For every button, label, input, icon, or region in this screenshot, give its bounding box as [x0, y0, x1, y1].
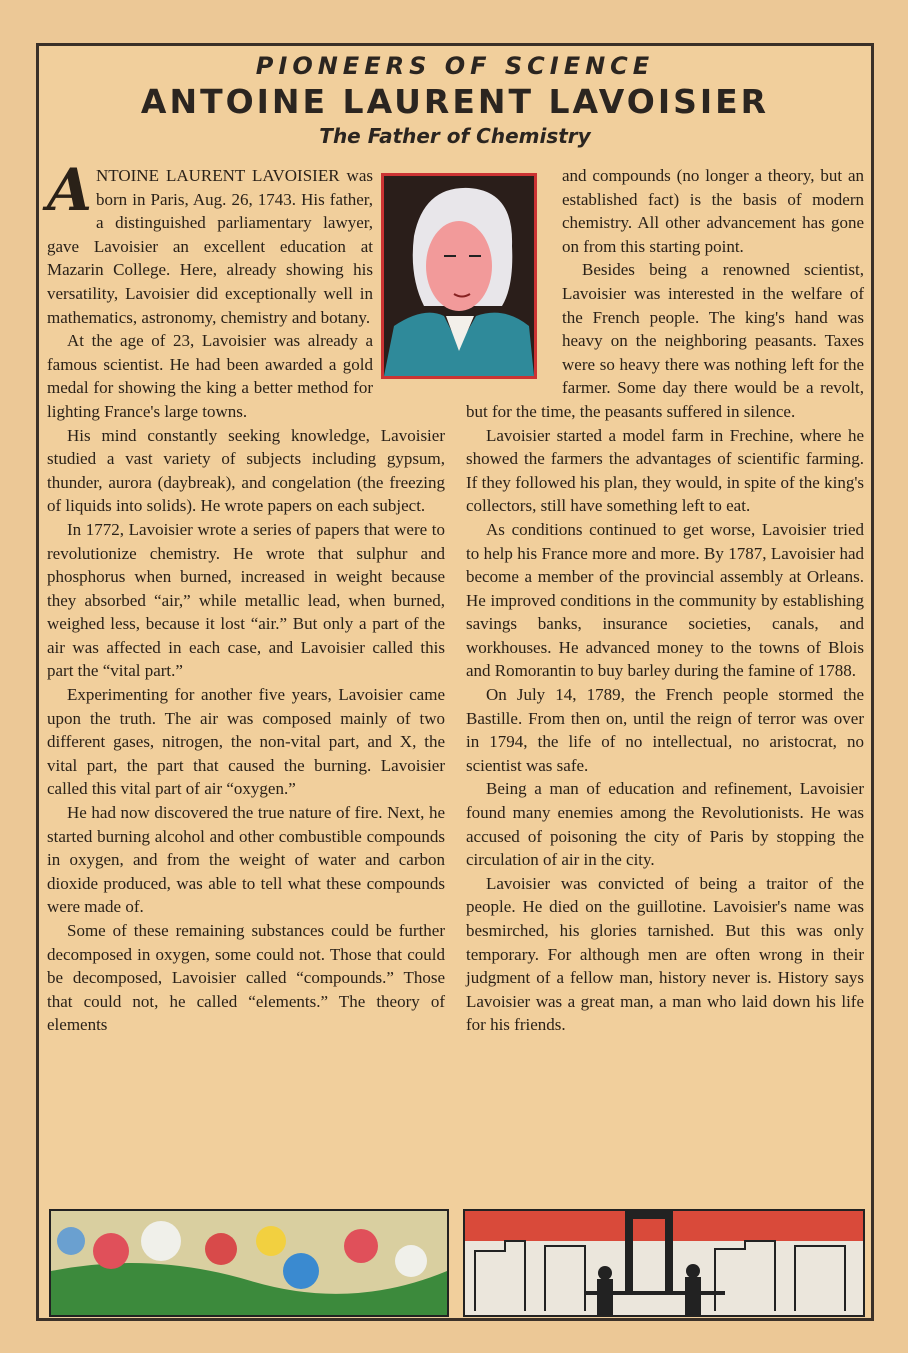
paragraph: Experimenting for another five years, Lavoisier came upon the truth. The air was composed mainly of two different gases, nitrogen, the non-vital part, and X, the vital part, the part that caused the burning. Lavoisier called this vital part of air “oxygen.” [47, 685, 445, 799]
paragraph: and compounds (no longer a theory, but an established fact) is the basis of modern chemistry. All other advancement has gone on from this starting point. [562, 166, 864, 256]
article-subtitle: The Father of Chemistry [319, 124, 591, 148]
paragraph: He had now discovered the true nature of fire. Next, he started burning alcohol and other combustible compounds in oxygen, and from the weight of water and carbon dioxide produced, was able to tell what these compounds were made of. [47, 803, 445, 917]
paragraph: At the age of 23, Lavoisier was already a famous scientist. He had been awarded a gold medal for showing the king a better method for lighting France's large towns. [47, 331, 373, 421]
paragraph: As conditions continued to get worse, Lavoisier tried to help his France more and more. By 1787, Lavoisier had become a member of the provincial assembly at Orleans. He improved conditions in the community by establishing savings banks, insurance societies, canals, and workhouses. He advanced money to the towns of Blois and Romorantin to buy barley during the famine of 1788. [466, 519, 864, 681]
lavoisier-portrait [381, 173, 537, 379]
paragraph: Some of these remaining substances could be further decomposed in oxygen, some could not. Those that could be decomposed, Lavoisier called “compounds.” Those that could not, he called “elements.” The theory of elements [47, 921, 445, 1035]
paragraph: Being a man of education and refinement, Lavoisier found many enemies among the Revolutionists. He was accused of poisoning the city of Paris by stopping the circulation of air in the city. [466, 779, 864, 870]
paragraph: On July 14, 1789, the French people stormed the Bastille. From then on, until the reign of terror was over in 1794, the life of no intellectual, no aristocrat, no scientist was safe. [466, 685, 864, 775]
series-title: PIONEERS OF SCIENCE [255, 52, 655, 80]
article-frame [36, 43, 874, 1321]
bastille-guillotine-illustration [463, 1209, 865, 1317]
paragraph: ANTOINE LAURENT LAVOISIER was born in Paris, Aug. 26, 1743. His father, a distinguished parliamentary lawyer, gave Lavoisier an excellent education at Mazarin College. Here, already showing his versatility, Lavoisier did exceptionally well in mathematics, astronomy, chemistry and botany. [47, 156, 373, 327]
paragraph: Lavoisier was convicted of being a traitor of the people. He died on the guillotine. Lavoisier's name was besmirched, his glories tarnished. But this was only temporary. For although men are often wrong in their judgment of a fellow man, history never is. History says Lavoisier was a great man, a man who laid down his life for his friends. [466, 873, 864, 1035]
paragraph: Besides being a renowned scientist, Lavoisier was interested in the welfare of the French people. The king's hand was heavy on the neighboring peasants. Taxes were so heavy there was nothing left for the farmer. Some day there would be a revolt, but for the time, the peasants suffered in silence. [466, 260, 864, 421]
drop-cap: A [47, 156, 93, 224]
article-title: ANTOINE LAURENT LAVOISIER [140, 82, 770, 121]
paragraph: Lavoisier started a model farm in Frechine, where he showed the farmers the advantages of scientific farming. If they followed his plan, they would, in spite of the king's collectors, still have something left to eat. [466, 425, 864, 516]
paragraph: In 1772, Lavoisier wrote a series of papers that were to revolutionize chemistry. He wrote that sulphur and phosphorus when burned, increased in weight because they absorbed “air,” while metallic lead, when burned, weighed less, because it lost “air.” But only a part of the air was affected in each case, and Lavoisier called this part the “vital part.” [47, 519, 445, 681]
paragraph: His mind constantly seeking knowledge, Lavoisier studied a vast variety of subjects including gypsum, thunder, aurora (daybreak), and congelation (the freezing of liquids into solids). He wrote papers on each subject. [47, 425, 445, 516]
flower-illustration [49, 1209, 449, 1317]
